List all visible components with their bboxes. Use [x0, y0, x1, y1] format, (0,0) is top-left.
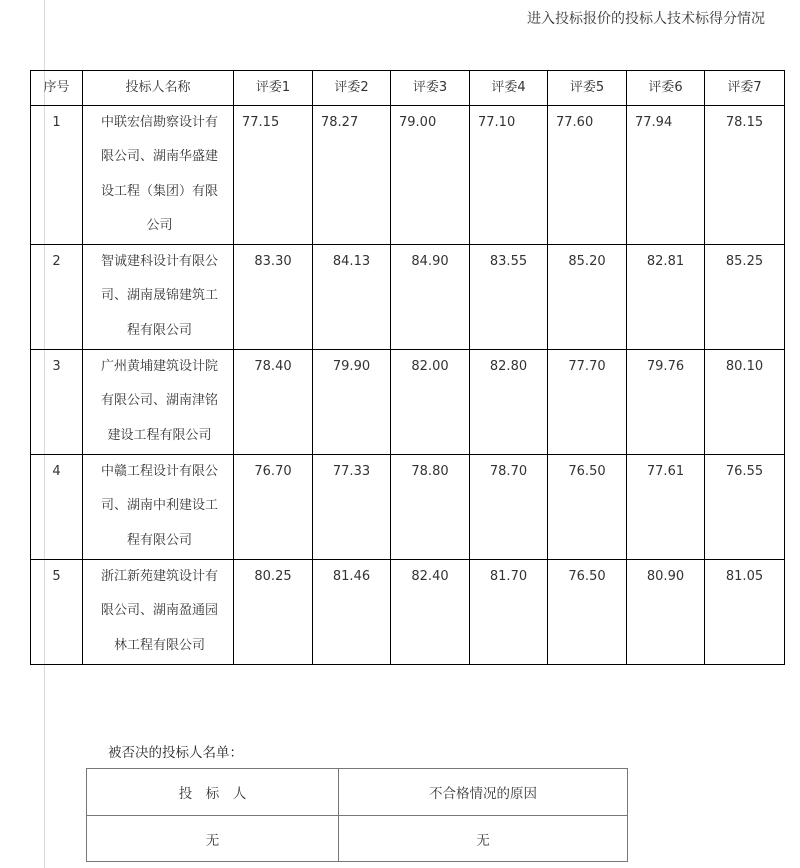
score-cell: 78.70 [470, 455, 548, 560]
header-judge-2: 评委2 [313, 71, 391, 106]
score-cell: 78.40 [234, 350, 313, 455]
table-header-row [87, 769, 628, 816]
page-title: 进入投标报价的投标人技术标得分情况 [527, 11, 765, 27]
row-index: 5 [31, 560, 83, 665]
score-cell: 85.20 [548, 245, 627, 350]
header-bidder-name: 投标人名称 [83, 71, 234, 106]
header-judge-5: 评委5 [548, 71, 627, 106]
table-row [31, 350, 785, 455]
row-index: 4 [31, 455, 83, 560]
score-cell: 77.60 [548, 106, 627, 245]
header-judge-3: 评委3 [391, 71, 470, 106]
rejected-bidder-cell: 无 [87, 816, 339, 862]
bidder-name: 智诚建科设计有限公司、湖南晟锦建筑工程有限公司 [83, 245, 234, 350]
score-cell: 81.05 [705, 560, 785, 665]
score-cell: 77.94 [627, 106, 705, 245]
score-table [30, 70, 785, 665]
row-index: 2 [31, 245, 83, 350]
score-cell: 82.80 [470, 350, 548, 455]
score-cell: 76.50 [548, 455, 627, 560]
score-cell: 77.61 [627, 455, 705, 560]
bidder-name: 中联宏信勘察设计有限公司、湖南华盛建设工程（集团）有限公司 [83, 106, 234, 245]
score-cell: 79.00 [391, 106, 470, 245]
table-header-row [31, 71, 785, 106]
score-cell: 81.70 [470, 560, 548, 665]
score-cell: 84.13 [313, 245, 391, 350]
score-cell: 76.70 [234, 455, 313, 560]
row-index: 1 [31, 106, 83, 245]
score-cell: 76.50 [548, 560, 627, 665]
score-cell: 77.10 [470, 106, 548, 245]
score-cell: 78.27 [313, 106, 391, 245]
score-cell: 78.80 [391, 455, 470, 560]
score-cell: 77.70 [548, 350, 627, 455]
score-cell: 81.46 [313, 560, 391, 665]
header-judge-4: 评委4 [470, 71, 548, 106]
table-row [31, 106, 785, 245]
score-cell: 85.25 [705, 245, 785, 350]
score-cell: 82.81 [627, 245, 705, 350]
score-cell: 79.76 [627, 350, 705, 455]
score-cell: 77.15 [234, 106, 313, 245]
score-cell: 82.40 [391, 560, 470, 665]
header-reason: 不合格情况的原因 [339, 769, 628, 816]
row-index: 3 [31, 350, 83, 455]
score-cell: 80.25 [234, 560, 313, 665]
score-cell: 77.33 [313, 455, 391, 560]
score-cell: 78.15 [705, 106, 785, 245]
header-bidder: 投 标 人 [87, 769, 339, 816]
score-cell: 83.30 [234, 245, 313, 350]
score-cell: 76.55 [705, 455, 785, 560]
score-cell: 84.90 [391, 245, 470, 350]
bidder-name: 中赣工程设计有限公司、湖南中利建设工程有限公司 [83, 455, 234, 560]
bidder-name: 广州黄埔建筑设计院有限公司、湖南津铭建设工程有限公司 [83, 350, 234, 455]
table-row [31, 560, 785, 665]
header-judge-6: 评委6 [627, 71, 705, 106]
score-cell: 82.00 [391, 350, 470, 455]
score-cell: 80.90 [627, 560, 705, 665]
header-judge-7: 评委7 [705, 71, 785, 106]
score-cell: 83.55 [470, 245, 548, 350]
score-cell: 80.10 [705, 350, 785, 455]
rejected-section-title: 被否决的投标人名单： [108, 745, 243, 761]
table-row [31, 455, 785, 560]
bidder-name: 浙江新苑建筑设计有限公司、湖南盈通园林工程有限公司 [83, 560, 234, 665]
header-index: 序号 [31, 71, 83, 106]
table-row [31, 245, 785, 350]
score-cell: 79.90 [313, 350, 391, 455]
rejected-bidders-table [86, 768, 628, 862]
table-row [87, 816, 628, 862]
rejected-reason-cell: 无 [339, 816, 628, 862]
header-judge-1: 评委1 [234, 71, 313, 106]
